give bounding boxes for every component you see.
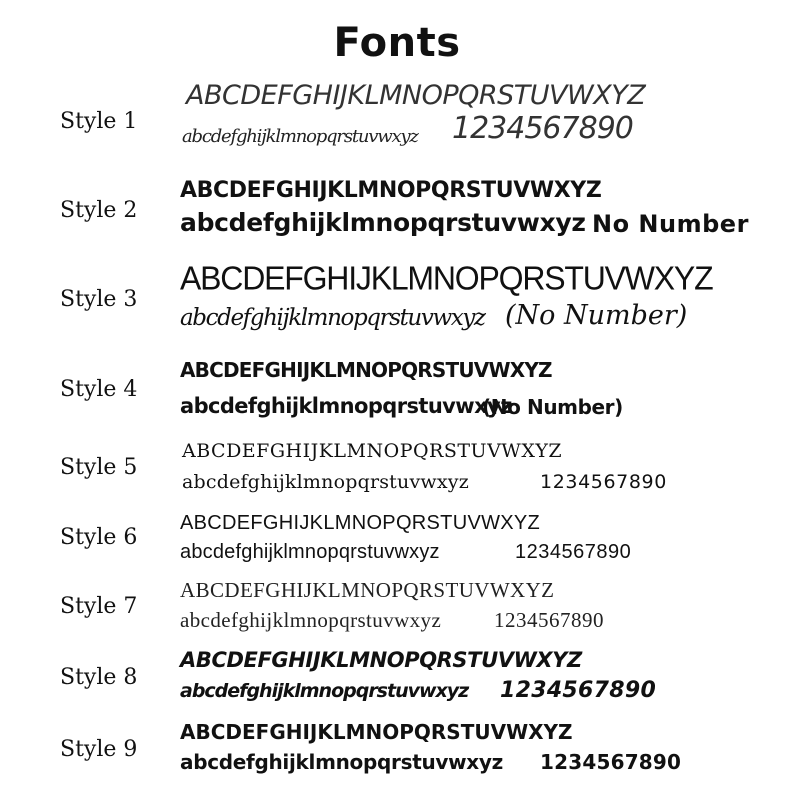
style-6-digits-sample: 1234567890 [515,541,632,563]
style-2-label: Style 2 [60,198,138,223]
style-5-digits-sample: 1234567890 [540,471,667,493]
style-5-uppercase-sample: ABCDEFGHIJKLMNOPQRSTUVWXYZ [182,440,563,462]
style-7-label: Style 7 [60,594,138,619]
style-7-uppercase-sample: ABCDEFGHIJKLMNOPQRSTUVWXYZ [180,578,555,602]
style-1-digits-sample: 1234567890 [452,111,633,146]
style-7-lowercase-sample: abcdefghijklmnopqrstuvwxyz [180,608,442,632]
style-6-label: Style 6 [60,525,138,550]
style-3-label: Style 3 [60,287,138,312]
style-3-lowercase-sample: abcdefghijklmnopqrstuvwxyz [180,305,485,331]
style-2-uppercase-sample: ABCDEFGHIJKLMNOPQRSTUVWXYZ [180,178,602,203]
style-3-uppercase-sample: ABCDEFGHIJKLMNOPQRSTUVWXYZ [180,258,713,297]
style-4-lowercase-sample: abcdefghijklmnopqrstuvwxyz [180,394,512,418]
style-8-label: Style 8 [60,665,138,690]
style-4-uppercase-sample: ABCDEFGHIJKLMNOPQRSTUVWXYZ [180,358,552,382]
style-1-lowercase-sample: abcdefghijklmnopqrstuvwxyz [182,126,418,147]
style-6-uppercase-sample: ABCDEFGHIJKLMNOPQRSTUVWXYZ [180,512,541,534]
page-title: Fonts [333,20,461,66]
style-9-lowercase-sample: abcdefghijklmnopqrstuvwxyz [180,750,503,774]
style-8-lowercase-sample: abcdefghijklmnopqrstuvwxyz [180,680,469,702]
style-3-no-number-note: (No Number) [505,300,688,331]
style-5-label: Style 5 [60,455,138,480]
style-9-label: Style 9 [60,737,138,762]
style-8-uppercase-sample: ABCDEFGHIJKLMNOPQRSTUVWXYZ [180,648,582,672]
style-9-uppercase-sample: ABCDEFGHIJKLMNOPQRSTUVWXYZ [180,720,573,744]
style-2-no-number-note: No Number [592,210,749,238]
style-4-label: Style 4 [60,377,138,402]
style-8-digits-sample: 1234567890 [500,678,657,703]
style-9-digits-sample: 1234567890 [540,750,682,774]
style-7-digits-sample: 1234567890 [494,608,604,632]
style-1-label: Style 1 [60,109,138,134]
style-1-uppercase-sample: ABCDEFGHIJKLMNOPQRSTUVWXYZ [186,80,646,111]
style-6-lowercase-sample: abcdefghijklmnopqrstuvwxyz [180,541,440,563]
style-2-lowercase-sample: abcdefghijklmnopqrstuvwxyz [180,208,586,237]
style-5-lowercase-sample: abcdefghijklmnopqrstuvwxyz [182,471,469,493]
style-4-no-number-note: (No Number) [482,395,623,419]
